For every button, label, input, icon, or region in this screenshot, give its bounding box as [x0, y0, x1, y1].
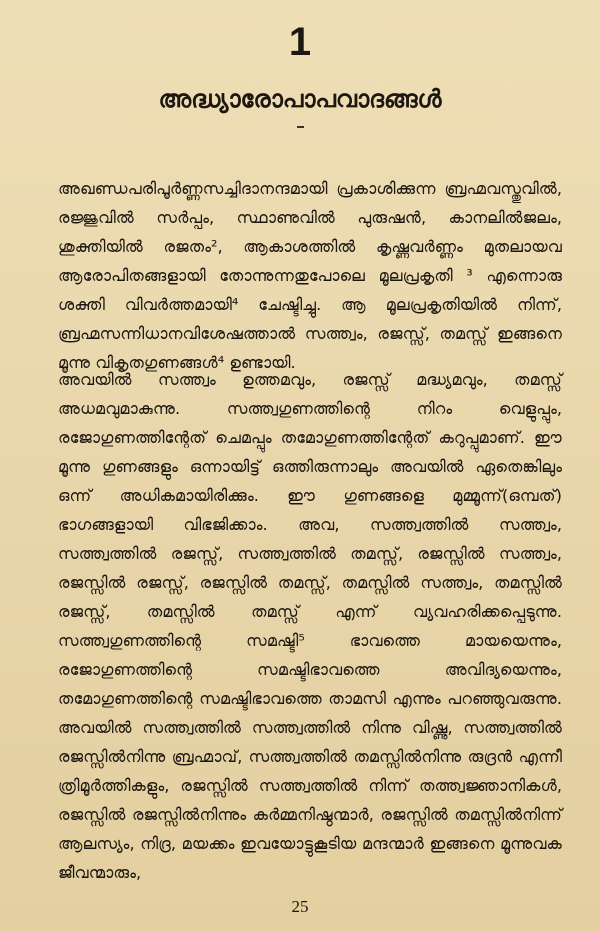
title-separator — [297, 126, 304, 128]
page-number: 25 — [291, 897, 309, 916]
chapter-number: 1 — [288, 20, 312, 64]
paragraph-2: അവയിൽ സത്ത്വം ഉത്തമവും, രജസ്സ് മദ്ധ്യമവും, തമസ്സ് അധമവുമാകുന്നു. സത്ത്വഗുണത്തിന്റെ നിറം വെളുപ്പും, രജോഗുണത്തിന്റേത് ചെമപ്പും തമോഗുണത്തിന്റേത് കറുപ്പുമാണ്. ഈ മൂന്നു ഗുണങ്ങളും ഒന്നായിട്ട് ഒത്തിരുന്നാലും അവയിൽ ഏതെങ്കിലും ഒന്ന് അധികമായിരിക്കും. ഈ ഗുണങ്ങളെ മുമ്മൂന്ന്(ഒമ്പത്) ഭാഗങ്ങളായി വിഭജിക്കാം. അവ, സത്ത്വത്തിൽ സത്ത്വം, സത്ത്വത്തിൽ രജസ്സ്, സത്ത്വത്തിൽ തമസ്സ്, രജസ്സിൽ സത്ത്വം, രജസ്സിൽ രജസ്സ്, രജസ്സിൽ തമസ്സ്, തമസ്സിൽ സത്ത്വം, തമസ്സിൽ രജസ്സ്, തമസ്സിൽ തമസ്സ് എന്ന് വ്യവഹരിക്കപ്പെടുന്നു. സത്ത്വഗുണത്തിന്റെ സമഷ്ടി⁵ ഭാവത്തെ മായയെന്നും, രജോഗുണത്തിന്റെ സമഷ്ടിഭാവത്തെ അവിദ്യയെന്നും, തമോഗുണത്തിന്റെ സമഷ്ടിഭാവത്തെ താമസി എന്നും പറഞ്ഞുവരുന്നു. അവയിൽ സത്ത്വത്തിൽ സത്ത്വത്തിൽ നിന്നു വിഷ്ണു, സത്ത്വത്തിൽ രജസ്സിൽനിന്നു ബ്രഹ്മാവ്, സത്ത്വത്തിൽ തമസ്സിൽനിന്നു രുദ്രൻ എന്നീ ത്രിമൂർത്തികളും, രജസ്സിൽ സത്ത്വത്തിൽ നിന്ന് തത്ത്വജ്ഞാനികൾ, രജസ്സിൽ രജസ്സിൽനിന്നും കർമ്മനിഷ്ഠന്മാർ, രജസ്സിൽ തമസ്സിൽനിന്ന് ആലസ്യം, നിദ്ര, മയക്കം ഇവയോട്ടുകൂടിയ മന്ദന്മാർ ഇങ്ങനെ മൂന്നുവക ജീവന്മാരും, — [58, 370, 562, 882]
paragraph-1: അഖണ്ഡപരിപൂർണ്ണസച്ചിദാനന്ദമായി പ്രകാശിക്കുന്ന ബ്രഹ്മവസ്തുവിൽ, രജ്ജുവിൽ സർപ്പം, സ്ഥാണുവിൽ പുരുഷൻ, കാനലിൽജലം, ശുക്തിയിൽ രജതം², ആകാശത്തിൽ കൃഷ്ണവർണ്ണം മുതലായവ ആരോപിതങ്ങളായി തോന്നുന്നതുപോലെ മൂലപ്രകൃതി ³ എന്നൊരു ശക്തി വിവർത്തമായി⁴ ചേഷ്ടിച്ചു. ആ മൂലപ്രകൃതിയിൽ നിന്ന്, ബ്രഹ്മസന്നിധാനവിശേഷത്താൽ സത്ത്വം, രജസ്സ്, തമസ്സ് ഇങ്ങനെ മൂന്നു വികൃതഗുണങ്ങൾ⁴ ഉണ്ടായി. — [58, 179, 562, 372]
chapter-title: അദ്ധ്യാരോപാപവാദങ്ങൾ — [158, 85, 442, 113]
